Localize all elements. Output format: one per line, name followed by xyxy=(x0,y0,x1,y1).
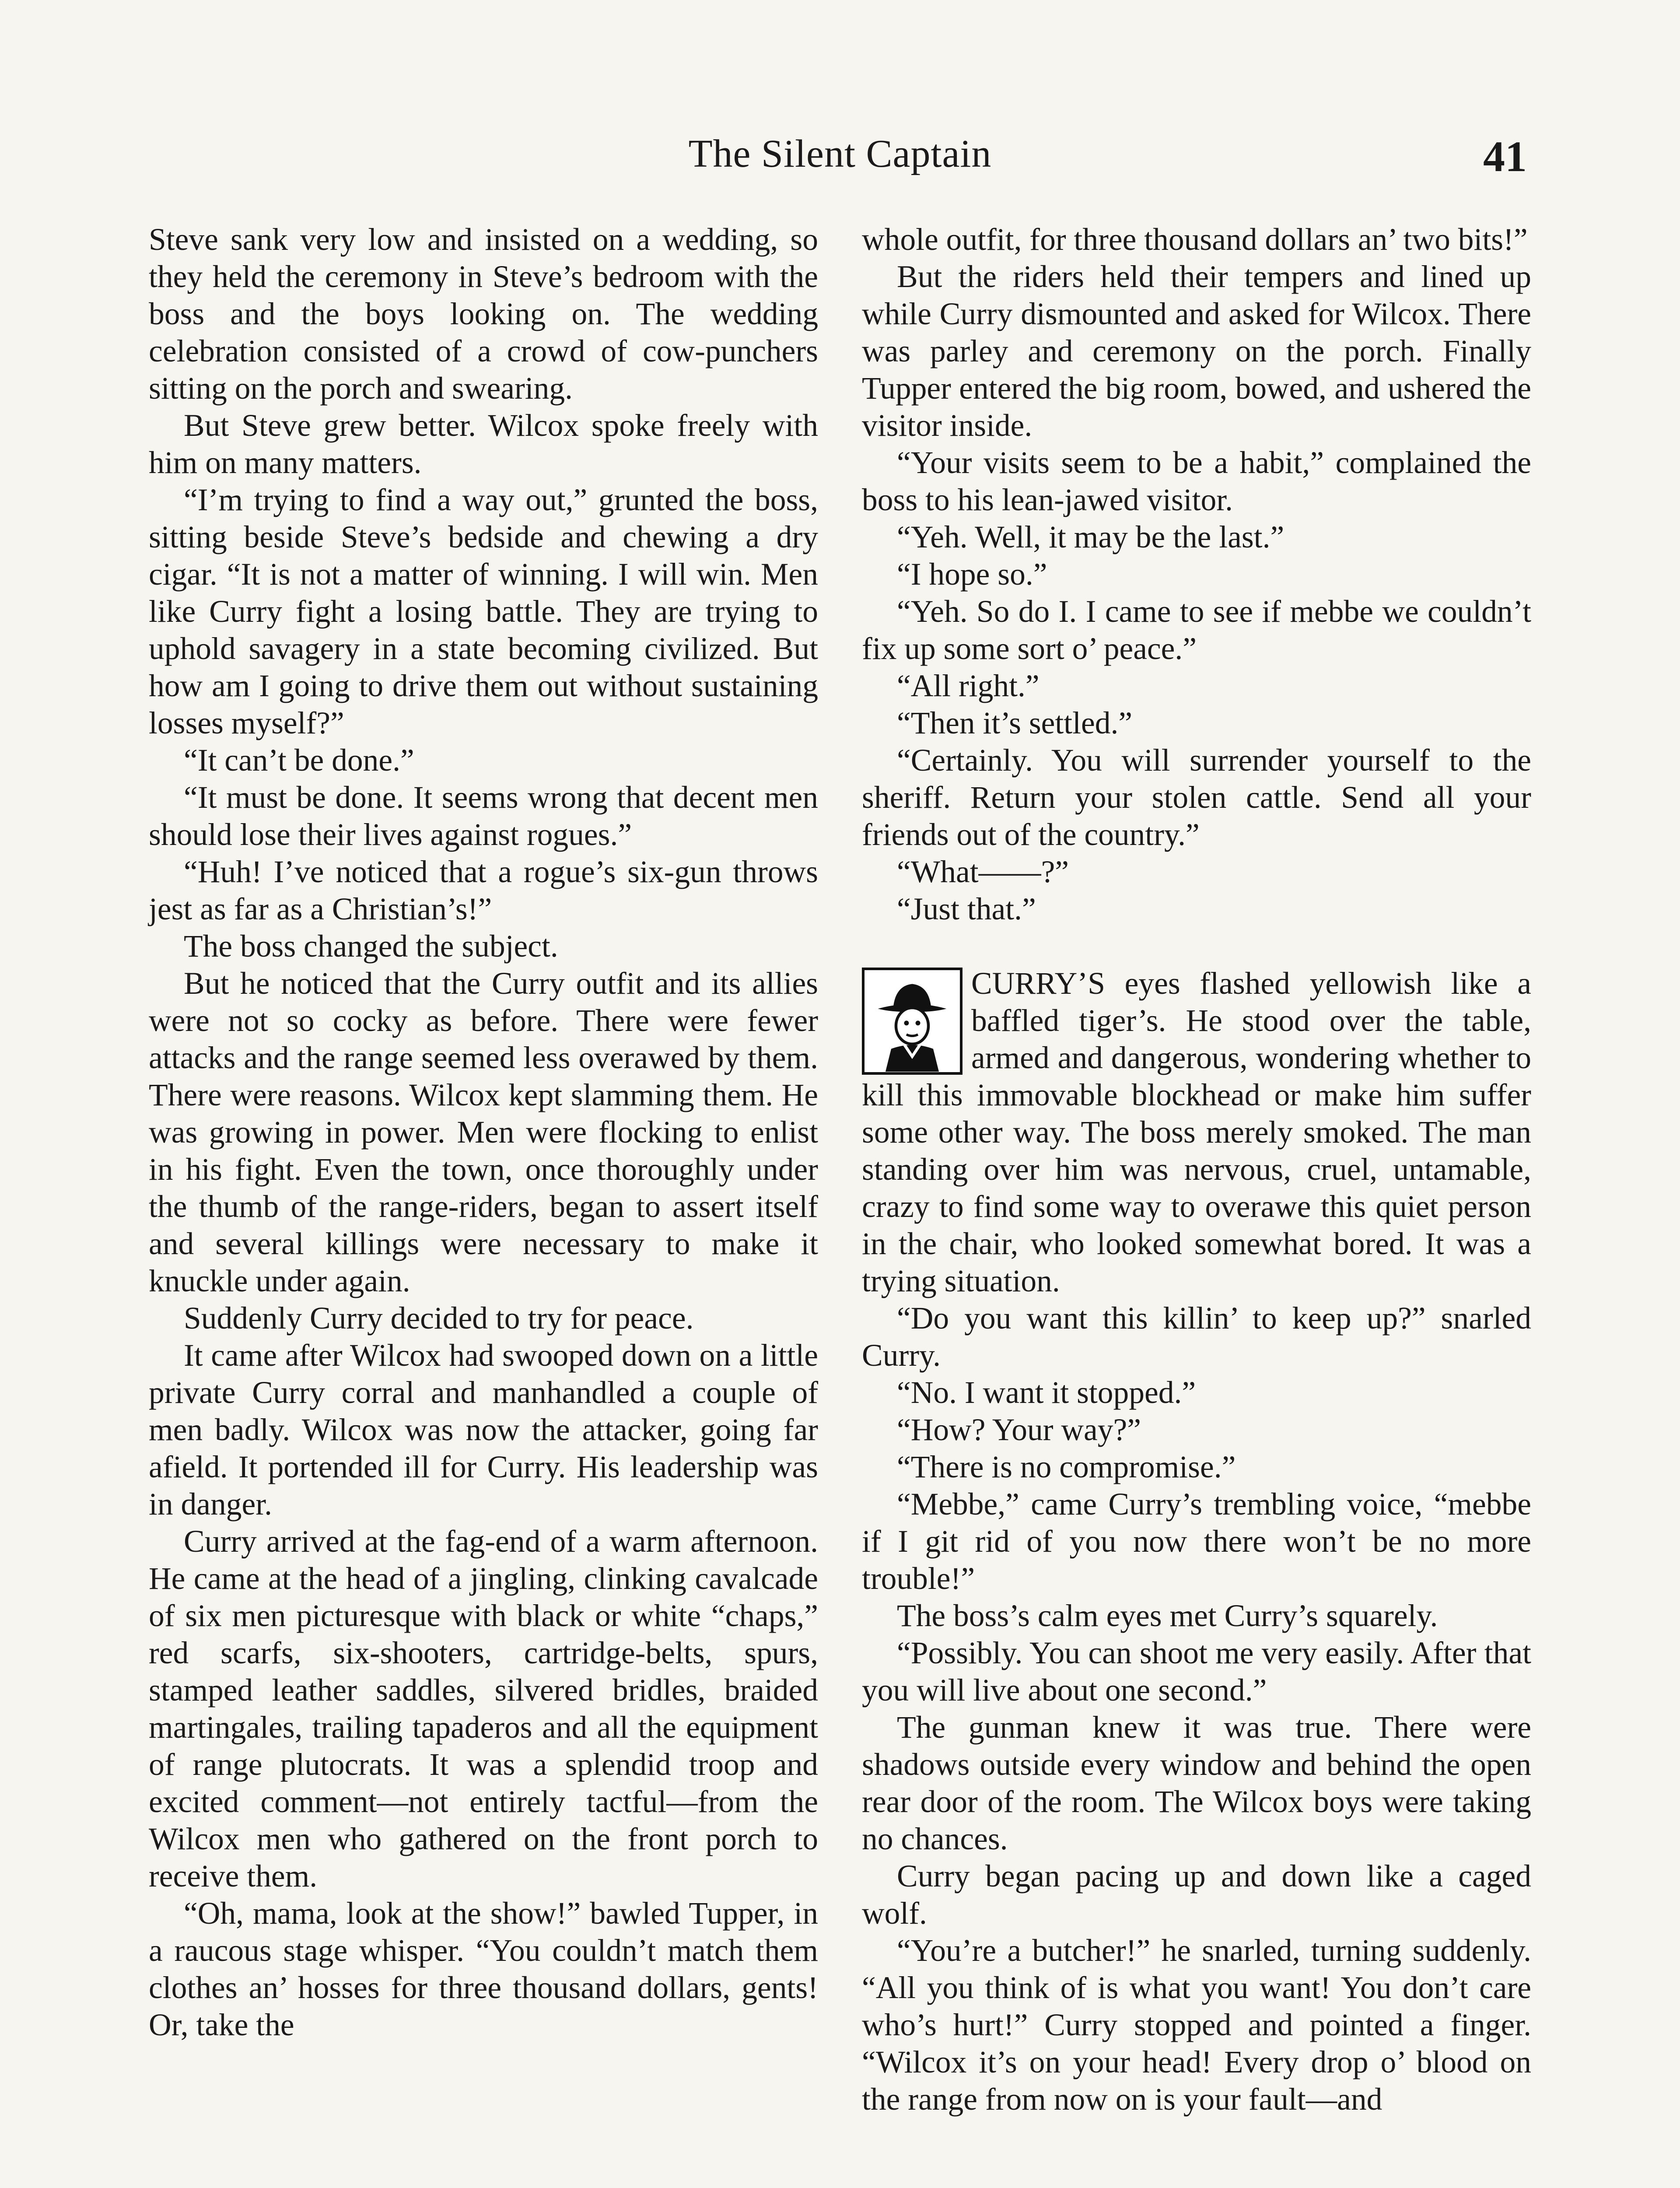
paragraph: “All right.” xyxy=(897,669,1040,703)
paragraph: “I hope so.” xyxy=(897,557,1047,592)
paragraph: Curry arrived at the fag-end of a warm afternoon. He came at the head of a jingling, clinking cavalcade of six men picturesque with black or white “chaps,” red scarfs, six-shooters, cartridge-belts, spurs, stamped leather saddles, silvered bridles, braided martingales, trailing tapaderos and all the equipment of range plutocrats. It was a splendid troop and excited comment—not entirely tactful—from the Wilcox men who gathered on the front porch to receive them. xyxy=(149,1524,818,1893)
paragraph: “No. I want it stopped.” xyxy=(897,1375,1196,1410)
paragraph: “Yeh. So do I. I came to see if mebbe we couldn’t fix up some sort o’ peace.” xyxy=(862,594,1531,666)
paragraph: The gunman knew it was true. There were shadows outside every window and behind the open rear door of the room. The Wilcox boys were taking no chances. xyxy=(862,1710,1531,1856)
right-column xyxy=(862,221,1531,2118)
section-break xyxy=(862,928,1531,965)
paragraph: “Your visits seem to be a habit,” complained the boss to his lean-jawed visitor. xyxy=(862,445,1531,517)
paragraph: “Mebbe,” came Curry’s trembling voice, “mebbe if I git rid of you now there won’t be no more trouble!” xyxy=(862,1487,1531,1596)
running-title: The Silent Captain xyxy=(688,132,992,175)
paragraph: “Then it’s settled.” xyxy=(897,706,1133,740)
cowboy-portrait-drawing xyxy=(864,970,960,1072)
paragraph: “It can’t be done.” xyxy=(184,743,414,778)
left-column xyxy=(149,221,818,2044)
paragraph: “There is no compromise.” xyxy=(897,1450,1236,1484)
page-number: 41 xyxy=(1483,132,1527,181)
paragraph: “Just that.” xyxy=(897,892,1036,926)
paragraph: The boss changed the subject. xyxy=(184,929,558,964)
paragraph: “Possibly. You can shoot me very easily. After that you will live about one second.” xyxy=(862,1636,1531,1708)
dropcap-section xyxy=(862,965,1531,1300)
paragraph: Suddenly Curry decided to try for peace. xyxy=(184,1301,694,1336)
paragraph: But he noticed that the Curry outfit and its allies were not so cocky as before. There were fewer attacks and the range seemed less overawed by them. There were reasons. Wilcox kept slamming them. He was growing in power. Men were flocking to enlist in his fight. Even the town, once thoroughly under the thumb of the range-riders, began to assert itself and several killings were necessary to make it knuckle under again. xyxy=(149,966,818,1298)
paragraph: “How? Your way?” xyxy=(897,1413,1141,1447)
paragraph: Curry began pacing up and down like a caged wolf. xyxy=(862,1859,1531,1931)
paragraph: “Huh! I’ve noticed that a rogue’s six-gun throws jest as far as a Christian’s!” xyxy=(149,855,818,926)
paragraph: “It must be done. It seems wrong that decent men should lose their lives against rogues.” xyxy=(149,780,818,852)
paragraph: “Oh, mama, look at the show!” bawled Tupper, in a raucous stage whisper. “You couldn’t match them clothes an’ hosses for three thousand dollars, gents! Or, take the xyxy=(149,1896,818,2042)
paragraph: “I’m trying to find a way out,” grunted the boss, sitting beside Steve’s bedside and chewing a dry cigar. “It is not a matter of winning. I will win. Men like Curry fight a losing battle. They are trying to uphold savagery in a state becoming civilized. But how am I going to drive them out without sustaining losses myself?” xyxy=(149,483,818,740)
paragraph: But the riders held their tempers and lined up while Curry dismounted and asked for Wilcox. There was parley and ceremony on the porch. Finally Tupper entered the big room, bowed, and ushered the visitor inside. xyxy=(862,259,1531,443)
paragraph: “Yeh. Well, it may be the last.” xyxy=(897,520,1284,554)
dropcap-paragraph: CURRY’S eyes flashed yellowish like a baffled tiger’s. He stood over the table, armed and dangerous, wondering whether to kill this immovable blockhead or make him suffer some other way. The boss merely smoked. The man standing over him was nervous, cruel, untamable, crazy to find some way to overawe this quiet person in the chair, who looked somewhat bored. It was a trying situation. xyxy=(862,966,1531,1298)
paragraph: Steve sank very low and insisted on a wedding, so they held the ceremony in Steve’s bedroom with the boss and the boys looking on. The wedding celebration consisted of a crowd of cow-punchers sitting on the porch and swearing. xyxy=(149,222,818,406)
paragraph: “What——?” xyxy=(897,855,1069,889)
paragraph: whole outfit, for three thousand dollars an’ two bits!” xyxy=(862,222,1528,257)
cowboy-portrait-icon xyxy=(862,968,962,1075)
paragraph: But Steve grew better. Wilcox spoke freely with him on many matters. xyxy=(149,408,818,480)
paragraph: It came after Wilcox had swooped down on a little private Curry corral and manhandled a couple of men badly. Wilcox was now the attacker, going far afield. It portended ill for Curry. His leadership was in danger. xyxy=(149,1338,818,1522)
paragraph: “Certainly. You will surrender yourself to the sheriff. Return your stolen cattle. Send all your friends out of the country.” xyxy=(862,743,1531,852)
paragraph: “You’re a butcher!” he snarled, turning suddenly. “All you think of is what you want! You don’t care who’s hurt!” Curry stopped and pointed a finger. “Wilcox it’s on your head! Every drop o’ blood on the range from now on is your fault—and xyxy=(862,1933,1531,2117)
paragraph: The boss’s calm eyes met Curry’s squarely. xyxy=(897,1599,1438,1633)
paragraph: “Do you want this killin’ to keep up?” snarled Curry. xyxy=(862,1301,1531,1373)
